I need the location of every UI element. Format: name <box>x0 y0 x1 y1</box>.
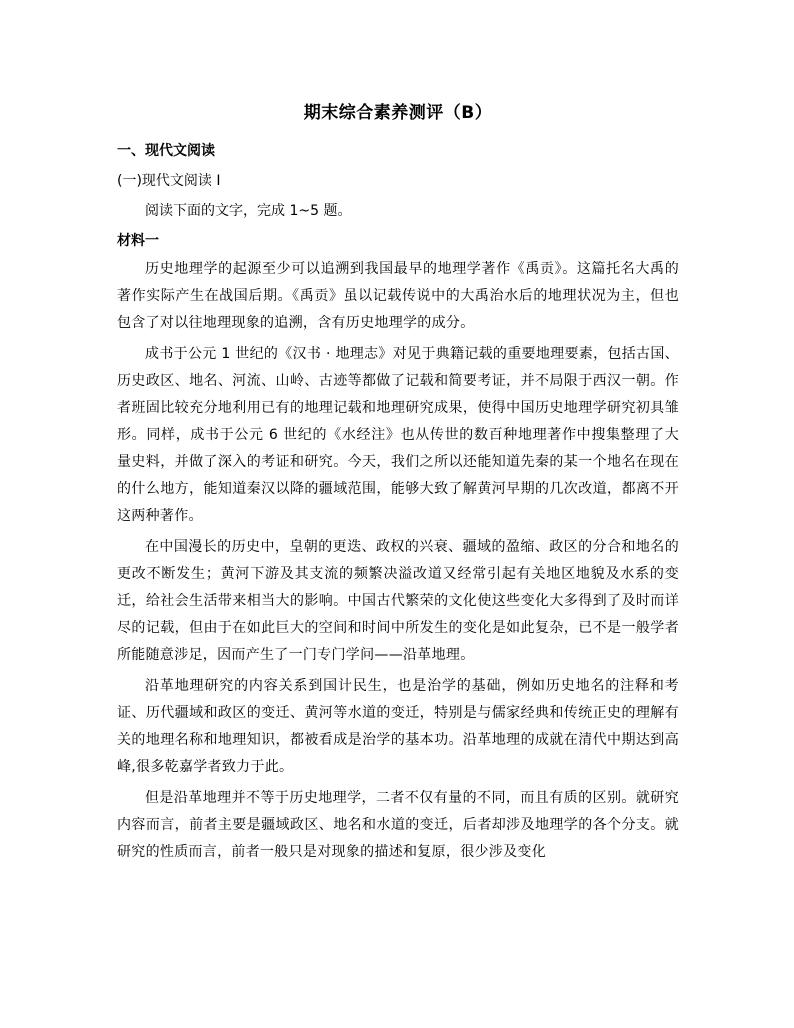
document-page <box>117 100 679 870</box>
reading-instruction: 阅读下面的文字，完成 1~5 题。 <box>145 203 352 219</box>
paragraph-1: 历史地理学的起源至少可以追溯到我国最早的地理学著作《禹贡》。这篇托名大禹的著作实际产生在战国后期。《禹贡》虽以记载传说中的大禹治水后的地理状况为主，但也包含了对以往地理现象的追溯，含有历史地理学的成分。 <box>117 261 679 331</box>
document-title: 期末综合素养测评（B） <box>303 103 493 123</box>
material-label: 材料一 <box>117 233 159 249</box>
section-heading: 一、现代文阅读 <box>117 143 215 159</box>
paragraph-4: 沿革地理研究的内容关系到国计民生，也是治学的基础，例如历史地名的注释和考证、历代疆域和政区的变迁、黄河等水道的变迁，特别是与儒家经典和传统正史的理解有关的地理名称和地理知识，都被看成是治学的基本功。沿革地理的成就在清代中期达到高峰,很多乾嘉学者致力于此。 <box>117 678 679 775</box>
paragraph-2: 成书于公元 1 世纪的《汉书 · 地理志》对见于典籍记载的重要地理要素，包括古国、历史政区、地名、河流、山岭、古迹等都做了记载和简要考证，并不局限于西汉一朝。作者班固比较充分地利用已有的地理记载和地理研究成果，使得中国历史地理学研究初具雏形。同样，成书于公元 6 世纪的《水经注》也从传世的数百种地理著作中搜集整理了大量史料，并做了深入的考证和研究。今天，我们之所以还能知道先秦的某一个地名在现在的什么地方，能知道秦汉以降的疆域范围，能够大致了解黄河早期的几次改道，都离不开这两种著作。 <box>117 346 679 524</box>
paragraph-5: 但是沿革地理并不等于历史地理学，二者不仅有量的不同，而且有质的区别。就研究内容而言，前者主要是疆域政区、地名和水道的变迁，后者却涉及地理学的各个分支。就研究的性质而言，前者一般只是对现象的描述和复原，很少涉及变化 <box>117 790 679 860</box>
sub-heading: (一)现代文阅读 I <box>117 173 221 189</box>
paragraph-3: 在中国漫长的历史中，皇朝的更迭、政权的兴衰、疆域的盈缩、政区的分合和地名的更改不断发生；黄河下游及其支流的频繁决溢改道又经常引起有关地区地貌及水系的变迁，给社会生活带来相当大的影响。中国古代繁荣的文化使这些变化大多得到了及时而详尽的记载，但由于在如此巨大的空间和时间中所发生的变化是如此复杂，已不是一般学者所能随意涉足，因而产生了一门专门学问——沿革地理。 <box>117 539 679 663</box>
